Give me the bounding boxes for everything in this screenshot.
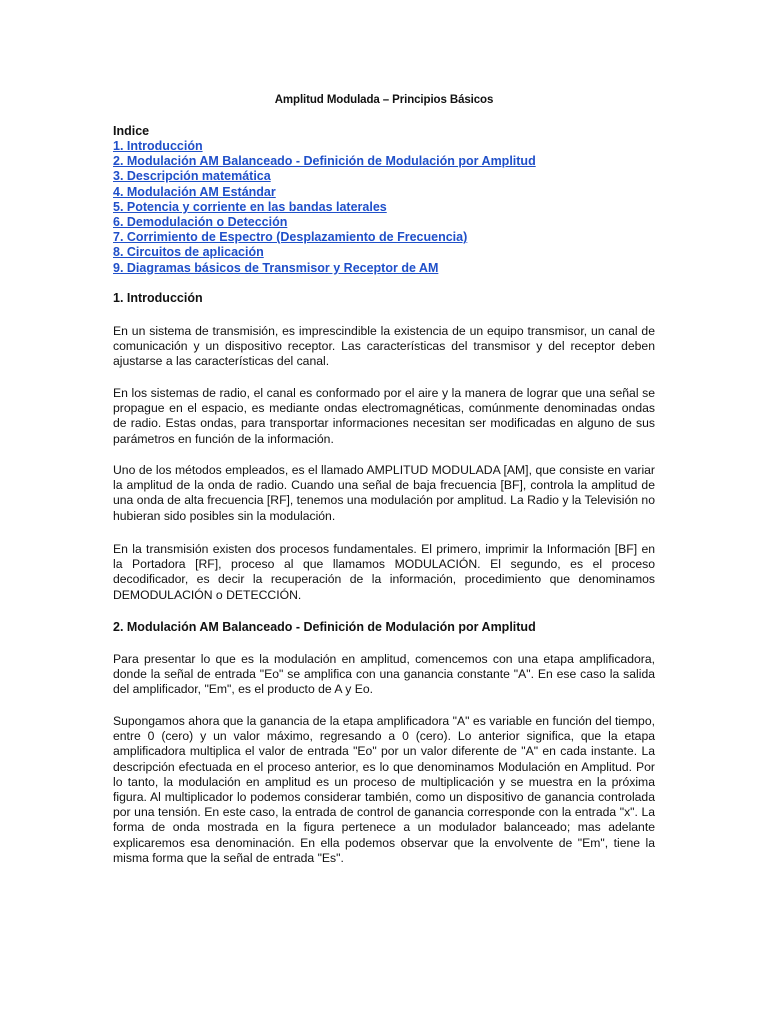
section-1-paragraph-1: En un sistema de transmisión, es imprescindible la existencia de un equipo transmisor, un canal de comunicación y un dispositivo receptor. Las características del transmisor y del receptor deben ajustarse a las características del canal. bbox=[113, 324, 655, 369]
section-1-heading: 1. Introducción bbox=[113, 291, 203, 305]
index-link-descripcion-matematica[interactable]: 3. Descripción matemática bbox=[113, 169, 271, 184]
index-link-introduccion[interactable]: 1. Introducción bbox=[113, 139, 203, 153]
index-item bbox=[113, 185, 673, 200]
section-2-paragraph-1: Para presentar lo que es la modulación en amplitud, comencemos con una etapa amplificadora, donde la señal de entrada "Eo" se amplifica con una ganancia constante "A". En ese caso la salida del amplificador, "Em", es el producto de A y Eo. bbox=[113, 652, 655, 697]
index-item bbox=[113, 200, 673, 215]
index-item bbox=[113, 261, 673, 276]
index-link-demodulacion[interactable]: 6. Demodulación o Detección bbox=[113, 215, 288, 230]
index-item bbox=[113, 245, 673, 260]
index-link-potencia-corriente[interactable]: 5. Potencia y corriente en las bandas laterales bbox=[113, 199, 387, 214]
index-item bbox=[113, 215, 673, 230]
index-link-modulacion-am-balanceado[interactable]: 2. Modulación AM Balanceado - Definición de Modulación por Amplitud bbox=[113, 154, 536, 169]
index-list bbox=[113, 139, 673, 276]
document-title: Amplitud Modulada – Principios Básicos bbox=[274, 94, 494, 106]
section-1-paragraph-2: En los sistemas de radio, el canal es conformado por el aire y la manera de lograr que una señal se propague en el espacio, es mediante ondas electromagnéticas, comúnmente denominadas ondas de radio. Estas ondas, para transportar informaciones necesitan ser modificadas en alguno de sus parámetros en función de la información. bbox=[113, 386, 655, 446]
section-2-heading: 2. Modulación AM Balanceado - Definición de Modulación por Amplitud bbox=[113, 620, 536, 634]
index-link-diagramas-basicos[interactable]: 9. Diagramas básicos de Transmisor y Receptor de AM bbox=[113, 260, 439, 275]
section-1-paragraph-3: Uno de los métodos empleados, es el llamado AMPLITUD MODULADA [AM], que consiste en variar la amplitud de la onda de radio. Cuando una señal de baja frecuencia [BF], controla la amplitud de una onda de alta frecuencia [RF], tenemos una modulación por amplitud. La Radio y la Televisión no hubieran sido posibles sin la modulación. bbox=[113, 463, 655, 523]
section-1-paragraph-4: En la transmisión existen dos procesos fundamentales. El primero, imprimir la Información [BF] en la Portadora [RF], proceso al que llamamos MODULACIÓN. El segundo, es el proceso decodificador, es decir la recuperación de la información, procedimiento que denominamos DEMODULACIÓN o DETECCIÓN. bbox=[113, 542, 655, 602]
section-2-paragraph-2: Supongamos ahora que la ganancia de la etapa amplificadora "A" es variable en función del tiempo, entre 0 (cero) y un valor máximo, regresando a 0 (cero). Lo anterior significa, que la etapa amplificadora multiplica el valor de entrada "Eo" por un valor diferente de "A" en cada instante. La descripción efectuada en el proceso anterior, es lo que denominamos Modulación en Amplitud. Por lo tanto, la modulación en amplitud es un proceso de multiplicación y se muestra en la próxima figura. Al multiplicador lo podemos considerar también, como un dispositivo de ganancia controlada por una tensión. En este caso, la entrada de control de ganancia corresponde con la entrada "x". La forma de onda mostrada en la figura pertenece a un modulador balanceado; mas adelante explicaremos esa denominación. En ella podemos observar que la envolvente de "Em", tiene la misma forma que la señal de entrada "Es". bbox=[113, 714, 655, 865]
index-link-modulacion-am-estandar[interactable]: 4. Modulación AM Estándar bbox=[113, 184, 276, 199]
index-item bbox=[113, 154, 673, 169]
index-heading: Indice bbox=[113, 124, 150, 138]
index-link-corrimiento-espectro[interactable]: 7. Corrimiento de Espectro (Desplazamiento de Frecuencia) bbox=[113, 230, 468, 245]
index-item bbox=[113, 139, 673, 154]
table-of-contents bbox=[113, 124, 673, 276]
index-item bbox=[113, 169, 673, 184]
index-link-circuitos-aplicacion[interactable]: 8. Circuitos de aplicación bbox=[113, 245, 264, 260]
index-item bbox=[113, 230, 673, 245]
